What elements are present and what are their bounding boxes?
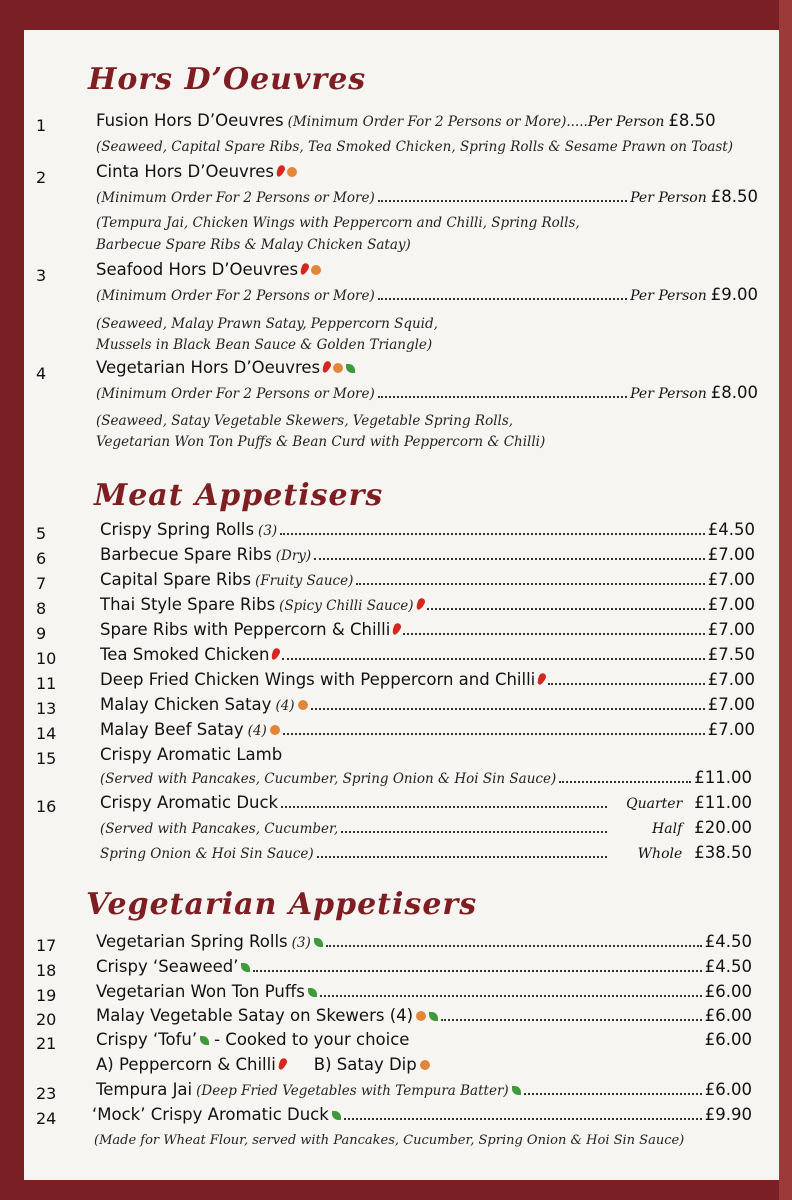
vegetarian-leaf-icon xyxy=(429,1012,438,1021)
nut-icon xyxy=(287,167,297,177)
size-label: Whole xyxy=(637,846,683,862)
menu-item xyxy=(100,793,752,812)
item-number: 18 xyxy=(36,961,57,980)
menu-item-price-line xyxy=(96,187,758,206)
item-price: £7.00 xyxy=(707,570,755,589)
menu-item xyxy=(96,1080,752,1099)
item-name: Crispy Spring Rolls xyxy=(100,520,255,539)
menu-item xyxy=(100,670,755,689)
item-name: Seafood Hors D’Oeuvres xyxy=(96,260,299,279)
nut-icon xyxy=(298,700,308,710)
item-number: 23 xyxy=(36,1084,57,1103)
item-number: 16 xyxy=(36,797,57,816)
item-note: (Minimum Order For 2 Persons or More) xyxy=(96,386,375,402)
item-name: ‘Mock’ Crispy Aromatic Duck xyxy=(92,1105,329,1124)
vegetarian-leaf-icon xyxy=(346,364,355,373)
item-number: 6 xyxy=(36,549,47,568)
item-price: £8.50 xyxy=(710,187,758,206)
vegetarian-leaf-icon xyxy=(200,1036,209,1045)
dot-leader xyxy=(320,995,702,997)
menu-item xyxy=(100,695,755,714)
dot-leader xyxy=(441,1019,702,1021)
nut-icon xyxy=(420,1060,430,1070)
item-price: £38.50 xyxy=(694,843,752,862)
item-number: 24 xyxy=(36,1109,57,1128)
item-description: Mussels in Black Bean Sauce & Golden Triangle) xyxy=(96,337,433,353)
dot-leader xyxy=(282,658,704,660)
menu-item xyxy=(100,570,755,589)
dot-leader xyxy=(378,396,627,398)
item-number: 2 xyxy=(36,168,47,187)
item-price: £7.00 xyxy=(707,545,755,564)
item-number: 17 xyxy=(36,936,57,955)
section-title-hors-doeuvres: Hors D’Oeuvres xyxy=(88,62,367,97)
dot-leader xyxy=(356,583,704,585)
item-name: Fusion Hors D’Oeuvres xyxy=(96,111,284,130)
item-number: 8 xyxy=(36,599,47,618)
item-price: £8.00 xyxy=(710,383,758,402)
dot-leader xyxy=(317,856,608,858)
item-description: (Served with Pancakes, Cucumber, Spring Onion & Hoi Sin Sauce) xyxy=(100,771,557,787)
item-number: 9 xyxy=(36,624,47,643)
menu-item-title xyxy=(96,358,355,377)
item-description: Spring Onion & Hoi Sin Sauce) xyxy=(100,846,314,862)
vegetarian-leaf-icon xyxy=(332,1111,341,1120)
item-description: (Seaweed, Malay Prawn Satay, Peppercorn Squid, xyxy=(96,316,438,332)
item-price: £6.00 xyxy=(704,1080,752,1099)
menu-item xyxy=(96,932,752,951)
item-number: 19 xyxy=(36,986,57,1005)
menu-item xyxy=(96,982,752,1001)
item-price: £6.00 xyxy=(704,1030,752,1049)
item-price: £11.00 xyxy=(694,768,752,787)
item-description: (Seaweed, Satay Vegetable Skewers, Vegetable Spring Rolls, xyxy=(96,413,514,429)
item-note: (3) xyxy=(258,523,278,539)
item-price: £9.90 xyxy=(704,1105,752,1124)
item-name: Capital Spare Ribs xyxy=(100,570,252,589)
vegetarian-leaf-icon xyxy=(512,1086,521,1095)
item-price: £4.50 xyxy=(704,932,752,951)
per-person-label: Per Person xyxy=(630,288,707,304)
menu-item-title xyxy=(96,260,321,279)
option-satay-dip: B) Satay Dip xyxy=(313,1055,417,1074)
item-description: (Made for Wheat Flour, served with Pancakes, Cucumber, Spring Onion & Hoi Sin Sauce) xyxy=(94,1133,685,1148)
size-label: Half xyxy=(652,821,683,837)
item-price: £20.00 xyxy=(694,818,752,837)
item-note: (Minimum Order For 2 Persons or More) xyxy=(96,190,375,206)
per-person-label: Per Person xyxy=(587,114,665,130)
vegetarian-leaf-icon xyxy=(308,988,317,997)
item-price: £9.00 xyxy=(710,285,758,304)
item-number: 10 xyxy=(36,649,57,668)
per-person-label: Per Person xyxy=(630,386,707,402)
item-note: (3) xyxy=(291,935,311,951)
item-number: 20 xyxy=(36,1010,57,1029)
menu-item xyxy=(92,1105,752,1124)
item-note: - Cooked to your choice xyxy=(214,1030,410,1049)
menu-item xyxy=(100,645,755,664)
item-price: £7.00 xyxy=(707,620,755,639)
chilli-icon xyxy=(321,360,332,374)
item-name: Cinta Hors D’Oeuvres xyxy=(96,162,274,181)
dot-leader xyxy=(403,633,704,635)
dot-leader xyxy=(283,733,705,735)
item-note: (Deep Fried Vegetables with Tempura Batter) xyxy=(196,1083,509,1099)
chilli-icon xyxy=(275,164,286,178)
item-price: £7.00 xyxy=(707,595,755,614)
item-name: Spare Ribs with Peppercorn & Chilli xyxy=(100,620,391,639)
item-price: £8.50 xyxy=(668,111,716,130)
chilli-icon xyxy=(270,647,281,661)
nut-icon xyxy=(333,363,343,373)
item-name: Tea Smoked Chicken xyxy=(100,645,270,664)
menu-item xyxy=(100,545,755,564)
item-number: 21 xyxy=(36,1034,57,1053)
item-price: £6.00 xyxy=(704,982,752,1001)
dot-leader xyxy=(548,683,704,685)
item-number: 15 xyxy=(36,749,57,768)
item-name: Barbecue Spare Ribs xyxy=(100,545,272,564)
nut-icon xyxy=(270,725,280,735)
item-number: 14 xyxy=(36,724,57,743)
item-name: Vegetarian Spring Rolls xyxy=(96,932,288,951)
dot-leader xyxy=(326,945,702,947)
dot-leader xyxy=(281,806,607,808)
dot-leader xyxy=(341,831,607,833)
option-peppercorn-chilli: A) Peppercorn & Chilli xyxy=(96,1055,276,1074)
menu-item xyxy=(100,520,755,539)
dot-leader xyxy=(253,970,701,972)
item-description: Barbecue Spare Ribs & Malay Chicken Satay) xyxy=(96,237,411,253)
item-note: (Minimum Order For 2 Persons or More) xyxy=(96,288,375,304)
item-price: £4.50 xyxy=(707,520,755,539)
dot-leader xyxy=(344,1118,702,1120)
item-number: 3 xyxy=(36,266,47,285)
item-name: Malay Chicken Satay xyxy=(100,695,272,714)
menu-item xyxy=(96,957,752,976)
item-number: 7 xyxy=(36,574,47,593)
chilli-icon xyxy=(414,597,425,611)
item-note: (4) xyxy=(275,698,295,714)
dot-leader xyxy=(311,708,705,710)
item-name: Deep Fried Chicken Wings with Peppercorn and Chilli xyxy=(100,670,536,689)
section-title-vegetarian-appetisers: Vegetarian Appetisers xyxy=(86,887,478,922)
item-price: £7.50 xyxy=(707,645,755,664)
menu-item-price-line xyxy=(96,383,758,402)
menu-item-title xyxy=(96,162,297,181)
item-number: 1 xyxy=(36,116,47,135)
item-name: Vegetarian Hors D’Oeuvres xyxy=(96,358,321,377)
item-number: 13 xyxy=(36,699,57,718)
item-number: 4 xyxy=(36,364,47,383)
section-title-meat-appetisers: Meat Appetisers xyxy=(94,478,384,513)
item-name: Crispy ‘Tofu’ xyxy=(96,1030,198,1049)
item-description: (Served with Pancakes, Cucumber, xyxy=(100,821,339,837)
dot-leader xyxy=(427,608,705,610)
item-description: (Tempura Jai, Chicken Wings with Peppercorn and Chilli, Spring Rolls, xyxy=(96,215,580,231)
chilli-icon xyxy=(391,622,402,636)
item-price: £4.50 xyxy=(704,957,752,976)
menu-item-title xyxy=(100,745,282,764)
item-note: (Spicy Chilli Sauce) xyxy=(279,598,414,614)
chilli-icon xyxy=(299,262,310,276)
dot-leader xyxy=(412,1043,701,1045)
item-price: £11.00 xyxy=(694,793,752,812)
nut-icon xyxy=(311,265,321,275)
item-number: 11 xyxy=(36,674,57,693)
size-label: Quarter xyxy=(626,796,683,812)
item-name: Vegetarian Won Ton Puffs xyxy=(96,982,305,1001)
menu-item xyxy=(100,595,755,614)
menu-item xyxy=(96,1030,752,1049)
item-name: Crispy Aromatic Lamb xyxy=(100,745,283,764)
dot-leader xyxy=(314,558,705,560)
item-price: £7.00 xyxy=(707,670,755,689)
item-description: Vegetarian Won Ton Puffs & Bean Curd with Peppercorn & Chilli) xyxy=(96,434,546,450)
menu-item-price-line xyxy=(96,285,758,304)
menu-item xyxy=(96,1006,752,1025)
item-name: Crispy ‘Seaweed’ xyxy=(96,957,239,976)
nut-icon xyxy=(416,1011,426,1021)
menu-item-size-line xyxy=(100,818,752,837)
item-description: (Seaweed, Capital Spare Ribs, Tea Smoked Chicken, Spring Rolls & Sesame Prawn on Toast) xyxy=(96,139,733,155)
item-price: £7.00 xyxy=(707,720,755,739)
option-line xyxy=(96,1055,430,1074)
dot-leader xyxy=(280,533,705,535)
chilli-icon xyxy=(277,1057,288,1071)
vegetarian-leaf-icon xyxy=(241,963,250,972)
item-number: 5 xyxy=(36,524,47,543)
dot-leader xyxy=(559,781,691,783)
vegetarian-leaf-icon xyxy=(314,938,323,947)
item-name: Malay Beef Satay xyxy=(100,720,244,739)
item-name: Malay Vegetable Satay on Skewers (4) xyxy=(96,1006,414,1025)
item-price: £6.00 xyxy=(704,1006,752,1025)
item-note: (4) xyxy=(247,723,267,739)
item-note: (Fruity Sauce) xyxy=(255,573,354,589)
item-price: £7.00 xyxy=(707,695,755,714)
item-note: (Dry) xyxy=(275,548,312,564)
dot-leader xyxy=(378,298,627,300)
menu-item xyxy=(96,111,758,130)
menu-item xyxy=(100,720,755,739)
item-name: Thai Style Spare Ribs xyxy=(100,595,276,614)
item-name: Crispy Aromatic Duck xyxy=(100,793,279,812)
menu-item xyxy=(100,620,755,639)
chilli-icon xyxy=(536,672,547,686)
dot-leader xyxy=(378,200,627,202)
menu-border xyxy=(779,0,792,1200)
menu-item-size-line xyxy=(100,843,752,862)
dot-leader xyxy=(524,1093,702,1095)
per-person-label: Per Person xyxy=(630,190,707,206)
menu-item-price-line xyxy=(100,768,752,787)
item-name: Tempura Jai xyxy=(96,1080,193,1099)
item-note: (Minimum Order For 2 Persons or More)..... xyxy=(287,114,588,130)
